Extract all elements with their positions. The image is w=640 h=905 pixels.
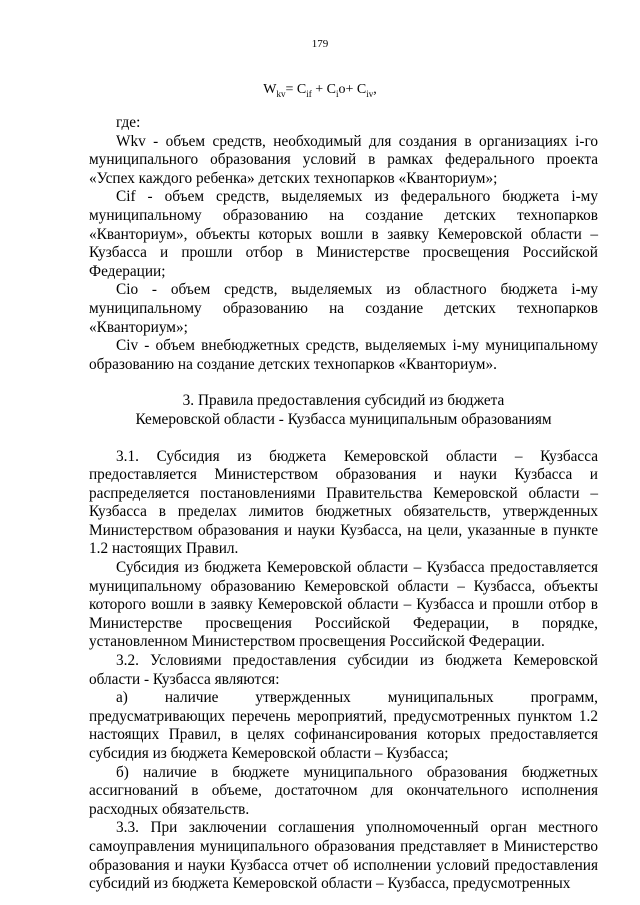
formula-lhs: W: [263, 82, 277, 97]
definition-civ: Civ - объем внебюджетных средств, выделяемых i-му муниципальному образованию на создание детских технопарков «Кванториум».: [89, 337, 598, 373]
paragraph-3-1: 3.1. Субсидия из бюджета Кемеровской области – Кузбасса предоставляется Министерством образования и науки Кузбасса и распределяется постановлениями Правительства Кемеровской области – Кузбасса в пределах лимитов бюджетных обязательств, утвержденных Министерством образования и науки Кузбасса, на цели, указанные в пункте 1.2 настоящих Правил.: [89, 447, 598, 558]
where-label: где:: [116, 114, 141, 131]
spacer: [89, 430, 598, 448]
document-body: [89, 114, 598, 894]
formula-term2-sub: i: [335, 88, 339, 99]
section-heading-line2: Кемеровской области - Кузбасса муниципальным образованиям: [135, 410, 552, 428]
section-heading: [89, 392, 598, 429]
formula-term1-sub: if: [306, 88, 312, 99]
page-number: 179: [311, 38, 329, 50]
definition-wkv: Wkv - объем средств, необходимый для создания в организациях i-го муниципального образования условий в рамках федерального проекта «Успех каждого ребенка» детских технопарков «Кванториум»;: [89, 132, 598, 187]
formula-eq: = C: [285, 82, 307, 97]
formula-term2-rest: o+ C: [338, 82, 367, 97]
formula: [0, 82, 640, 99]
definition-cio: Cio - объем средств, выделяемых из областного бюджета i-му муниципальному образованию на создание детских технопарков «Кванториум»;: [89, 281, 598, 336]
paragraph-3-1-continued: Субсидия из бюджета Кемеровской области – Кузбасса предоставляется муниципальному образованию Кемеровской области – Кузбасса, объекты которого вошли в заявку Кемеровской области – Кузбасса и прошли отбор в Министерстве просвещения Российской Федерации, в порядке, установленном Министерством просвещения Российской Федерации.: [89, 559, 598, 651]
formula-plus1: + C: [311, 82, 336, 97]
paragraph-3-2-a: а) наличие утвержденных муниципальных программ, предусматривающих перечень мероприятий, предусмотренных пунктом 1.2 настоящих Правил, в целях софинансирования которых предоставляется субсидия из бюджета Кемеровской области – Кузбасса;: [89, 689, 598, 762]
paragraph-3-2: 3.2. Условиями предоставления субсидии из бюджета Кемеровской области - Кузбасса являются:: [89, 652, 598, 688]
formula-tail: ,: [373, 82, 377, 97]
formula-term3-sub: iv: [366, 88, 374, 99]
formula-lhs-sub: kv: [276, 88, 286, 99]
paragraph-3-2-b: б) наличие в бюджете муниципального образования бюджетных ассигнований в объеме, достаточном для окончательного исполнения расходных обязательств.: [89, 763, 598, 818]
definition-cif: Cif - объем средств, выделяемых из федерального бюджета i-му муниципальному образованию на создание детских технопарков «Кванториум», объекты которых вошли в заявку Кемеровской области – Кузбасса и прошли отбор в Министерстве просвещения Российской Федерации;: [89, 188, 598, 280]
section-heading-line1: 3. Правила предоставления субсидий из бюджета: [182, 392, 505, 410]
paragraph-3-3: 3.3. При заключении соглашения уполномоченный орган местного самоуправления муниципального образования представляет в Министерство образования и науки Кузбасса отчет об исполнении условий предоставления субсидий из бюджета Кемеровской области – Кузбасса, предусмотренных: [89, 819, 598, 893]
